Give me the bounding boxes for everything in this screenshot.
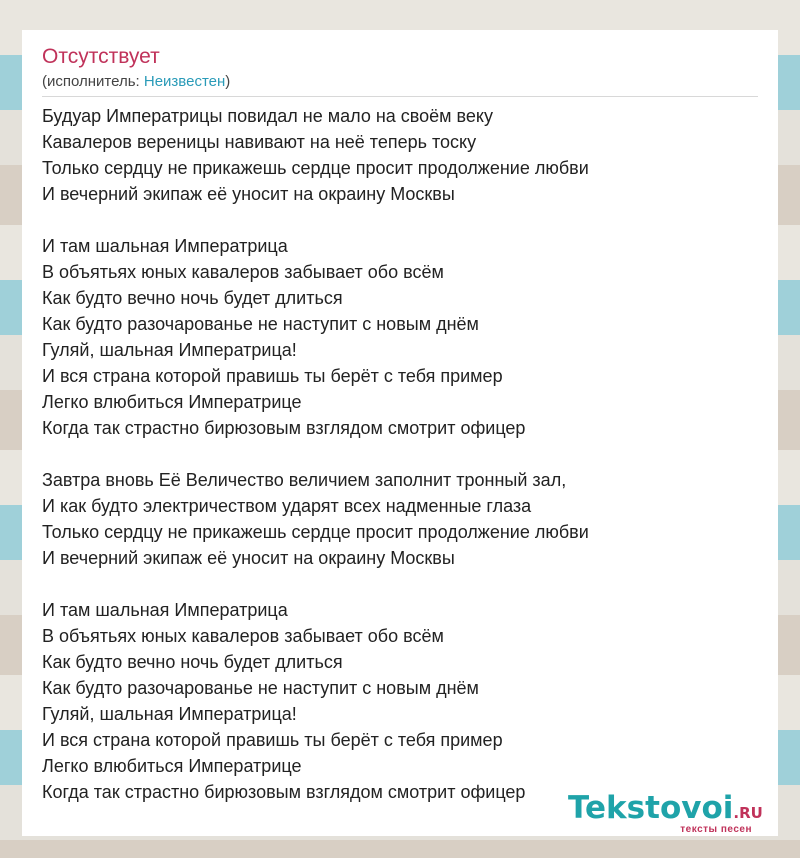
lyric-line: Как будто разочарованье не наступит с новым днём bbox=[42, 314, 479, 334]
divider bbox=[42, 96, 758, 97]
verse-gap bbox=[42, 571, 758, 597]
lyric-line: Когда так страстно бирюзовым взглядом смотрит офицер bbox=[42, 418, 526, 438]
lyric-line: В объятьях юных кавалеров забывает обо всём bbox=[42, 626, 444, 646]
lyric-line: В объятьях юных кавалеров забывает обо всём bbox=[42, 262, 444, 282]
verse-gap bbox=[42, 207, 758, 233]
song-meta bbox=[42, 72, 758, 92]
lyric-line: Легко влюбиться Императрице bbox=[42, 756, 302, 776]
logo-tagline: тексты песен bbox=[680, 824, 752, 835]
verse-gap bbox=[42, 441, 758, 467]
song-title: Отсутствует bbox=[42, 45, 160, 68]
lyric-line: Гуляй, шальная Императрица! bbox=[42, 340, 297, 360]
meta-prefix: (исполнитель: bbox=[42, 73, 144, 90]
lyric-line: Как будто вечно ночь будет длиться bbox=[42, 288, 343, 308]
lyric-line: Кавалеров вереницы навивают на неё теперь тоску bbox=[42, 132, 477, 152]
lyric-line: И вся страна которой правишь ты берёт с тебя пример bbox=[42, 366, 503, 386]
lyric-line: Только сердцу не прикажешь сердце просит продолжение любви bbox=[42, 158, 589, 178]
lyric-line: И вечерний экипаж её уносит на окраину Москвы bbox=[42, 184, 455, 204]
logo-name: Tekstovoi bbox=[568, 790, 734, 826]
lyric-line: И как будто электричеством ударят всех надменные глаза bbox=[42, 496, 532, 516]
lyric-line: И вся страна которой правишь ты берёт с тебя пример bbox=[42, 730, 503, 750]
lyric-line: Завтра вновь Её Величество величием заполнит тронный зал, bbox=[42, 470, 567, 490]
lyric-line: Когда так страстно бирюзовым взглядом смотрит офицер bbox=[42, 782, 526, 802]
lyric-line: И там шальная Императрица bbox=[42, 236, 288, 256]
logo-domain: .RU bbox=[733, 804, 763, 822]
lyric-line: И там шальная Императрица bbox=[42, 600, 288, 620]
artist-link[interactable]: Неизвестен bbox=[143, 73, 226, 90]
lyric-line: Только сердцу не прикажешь сердце просит продолжение любви bbox=[42, 522, 589, 542]
lyric-line: Гуляй, шальная Императрица! bbox=[42, 704, 297, 724]
lyric-line: И вечерний экипаж её уносит на окраину Москвы bbox=[42, 548, 455, 568]
lyric-line: Будуар Императрицы повидал не мало на своём веку bbox=[42, 106, 494, 126]
lyric-line: Как будто разочарованье не наступит с новым днём bbox=[42, 678, 479, 698]
meta-suffix: ) bbox=[225, 73, 231, 90]
lyric-line: Легко влюбиться Императрице bbox=[42, 392, 302, 412]
lyrics-card bbox=[22, 30, 778, 836]
lyric-line: Как будто вечно ночь будет длиться bbox=[42, 652, 343, 672]
site-logo[interactable] bbox=[568, 790, 782, 840]
lyrics-body bbox=[42, 103, 758, 805]
